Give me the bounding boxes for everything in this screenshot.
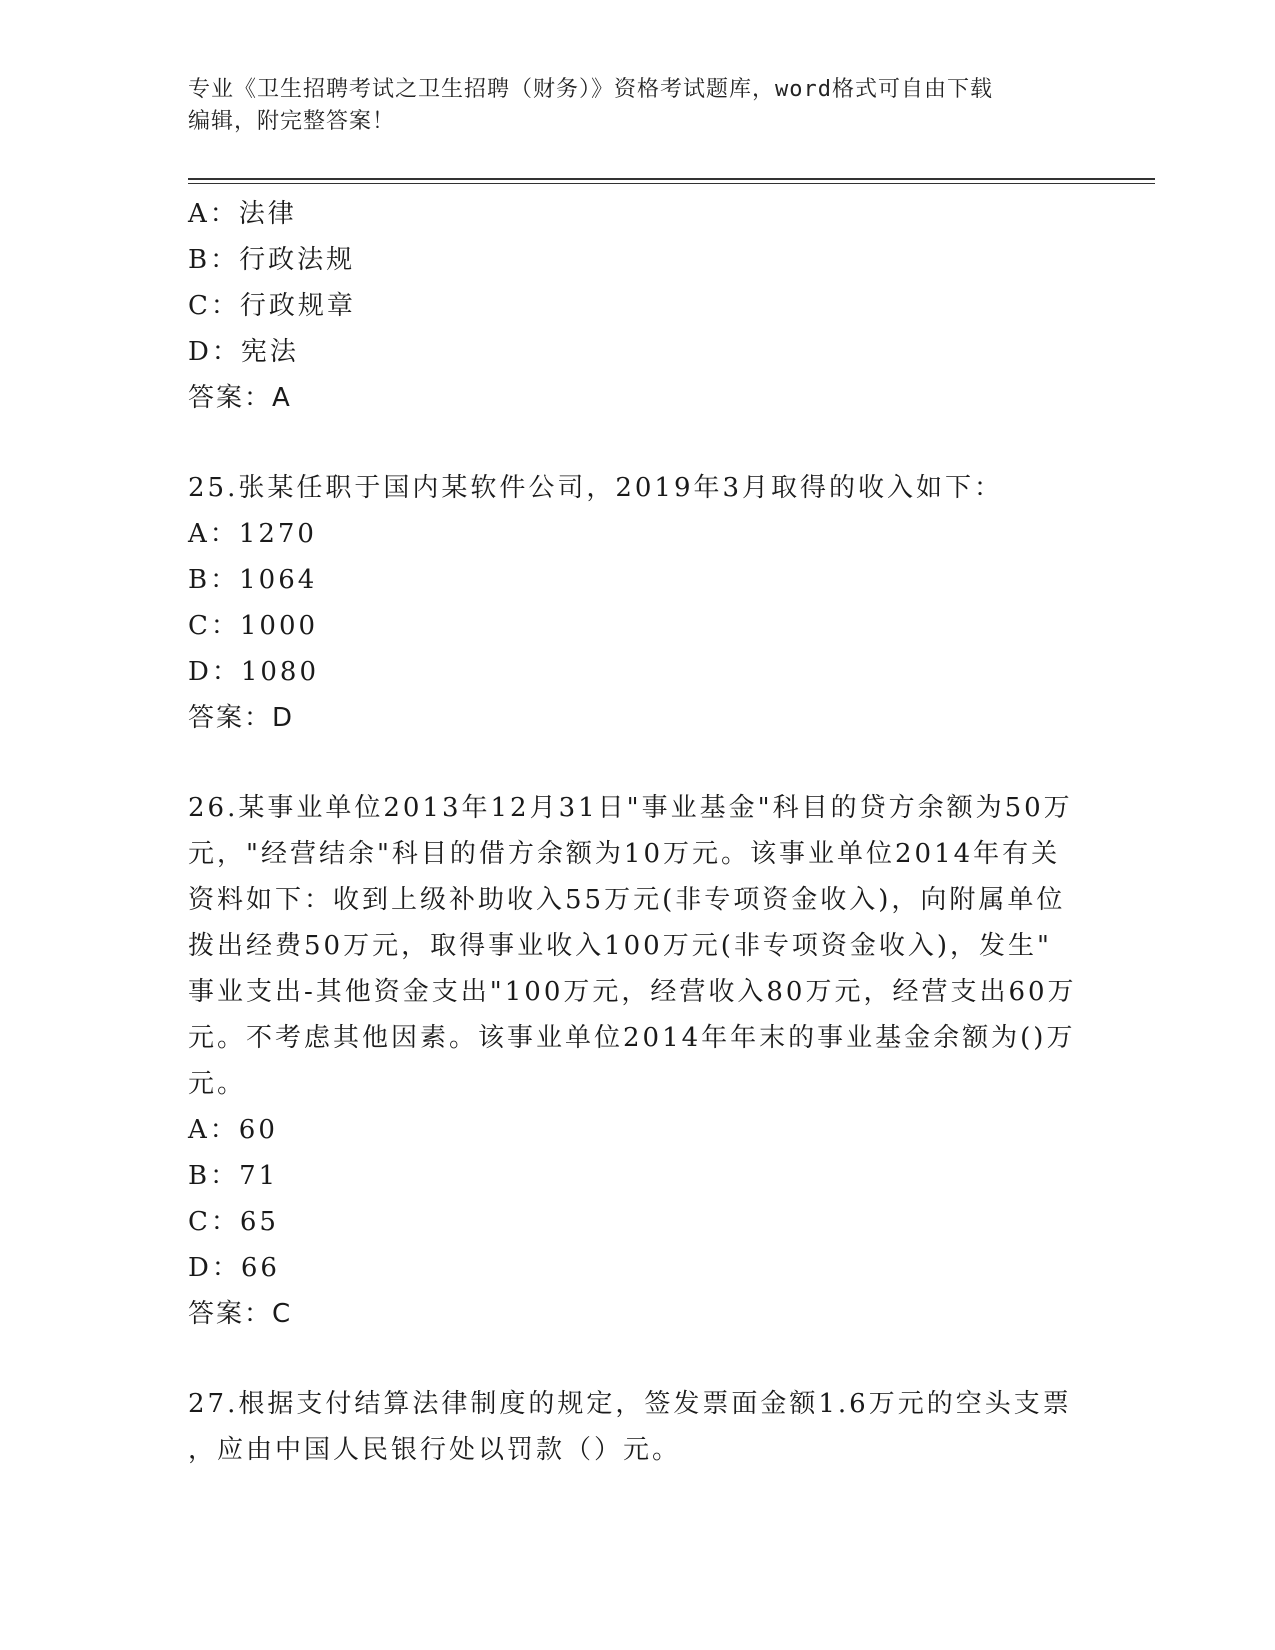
- answer: 答案：A: [188, 383, 292, 413]
- question-list: [188, 191, 1088, 1473]
- header-divider-thick: [188, 178, 1155, 180]
- option-b: B：1064: [188, 565, 318, 595]
- question-text-line: 26.某事业单位2013年12月31日"事业基金"科目的贷方余额为50万: [188, 793, 1073, 823]
- question-26: [188, 785, 1088, 1337]
- option-d: D：1080: [188, 657, 320, 687]
- question-text-line: 拨出经费50万元，取得事业收入100万元(非专项资金收入)，发生": [188, 931, 1052, 961]
- question-text-line: 27.根据支付结算法律制度的规定，签发票面金额1.6万元的空头支票: [188, 1389, 1072, 1419]
- option-a: A：法律: [188, 199, 297, 229]
- answer: 答案：D: [188, 703, 295, 733]
- question-text: 25.张某任职于国内某软件公司，2019年3月取得的收入如下：: [188, 473, 1004, 503]
- header-line-2: 编辑，附完整答案！: [188, 109, 396, 134]
- question-text-line: ，应由中国人民银行处以罚款（）元。: [188, 1435, 682, 1465]
- question-text-line: 元。: [188, 1069, 247, 1099]
- option-c: C：65: [188, 1207, 279, 1237]
- option-a: A：1270: [188, 519, 317, 549]
- option-c: C：1000: [188, 611, 319, 641]
- question-25: [188, 465, 1088, 741]
- question-24: [188, 191, 1088, 421]
- document-header: [188, 74, 1088, 138]
- question-text-line: 元。不考虑其他因素。该事业单位2014年年末的事业基金余额为()万: [188, 1023, 1076, 1053]
- question-text-line: 元，"经营结余"科目的借方余额为10万元。该事业单位2014年有关: [188, 839, 1061, 869]
- answer: 答案：C: [188, 1299, 293, 1329]
- question-text-line: 资料如下：收到上级补助收入55万元(非专项资金收入)，向附属单位: [188, 885, 1066, 915]
- header-line-1: 专业《卫生招聘考试之卫生招聘（财务）》资格考试题库，word格式可自由下载: [188, 77, 993, 102]
- option-c: C：行政规章: [188, 291, 356, 321]
- option-b: B：71: [188, 1161, 279, 1191]
- option-d: D：宪法: [188, 337, 299, 367]
- option-d: D：66: [188, 1253, 280, 1283]
- header-divider-thin: [188, 183, 1155, 184]
- option-a: A：60: [188, 1115, 278, 1145]
- question-text-line: 事业支出-其他资金支出"100万元，经营收入80万元，经营支出60万: [188, 977, 1077, 1007]
- option-b: B：行政法规: [188, 245, 356, 275]
- question-27: [188, 1381, 1088, 1473]
